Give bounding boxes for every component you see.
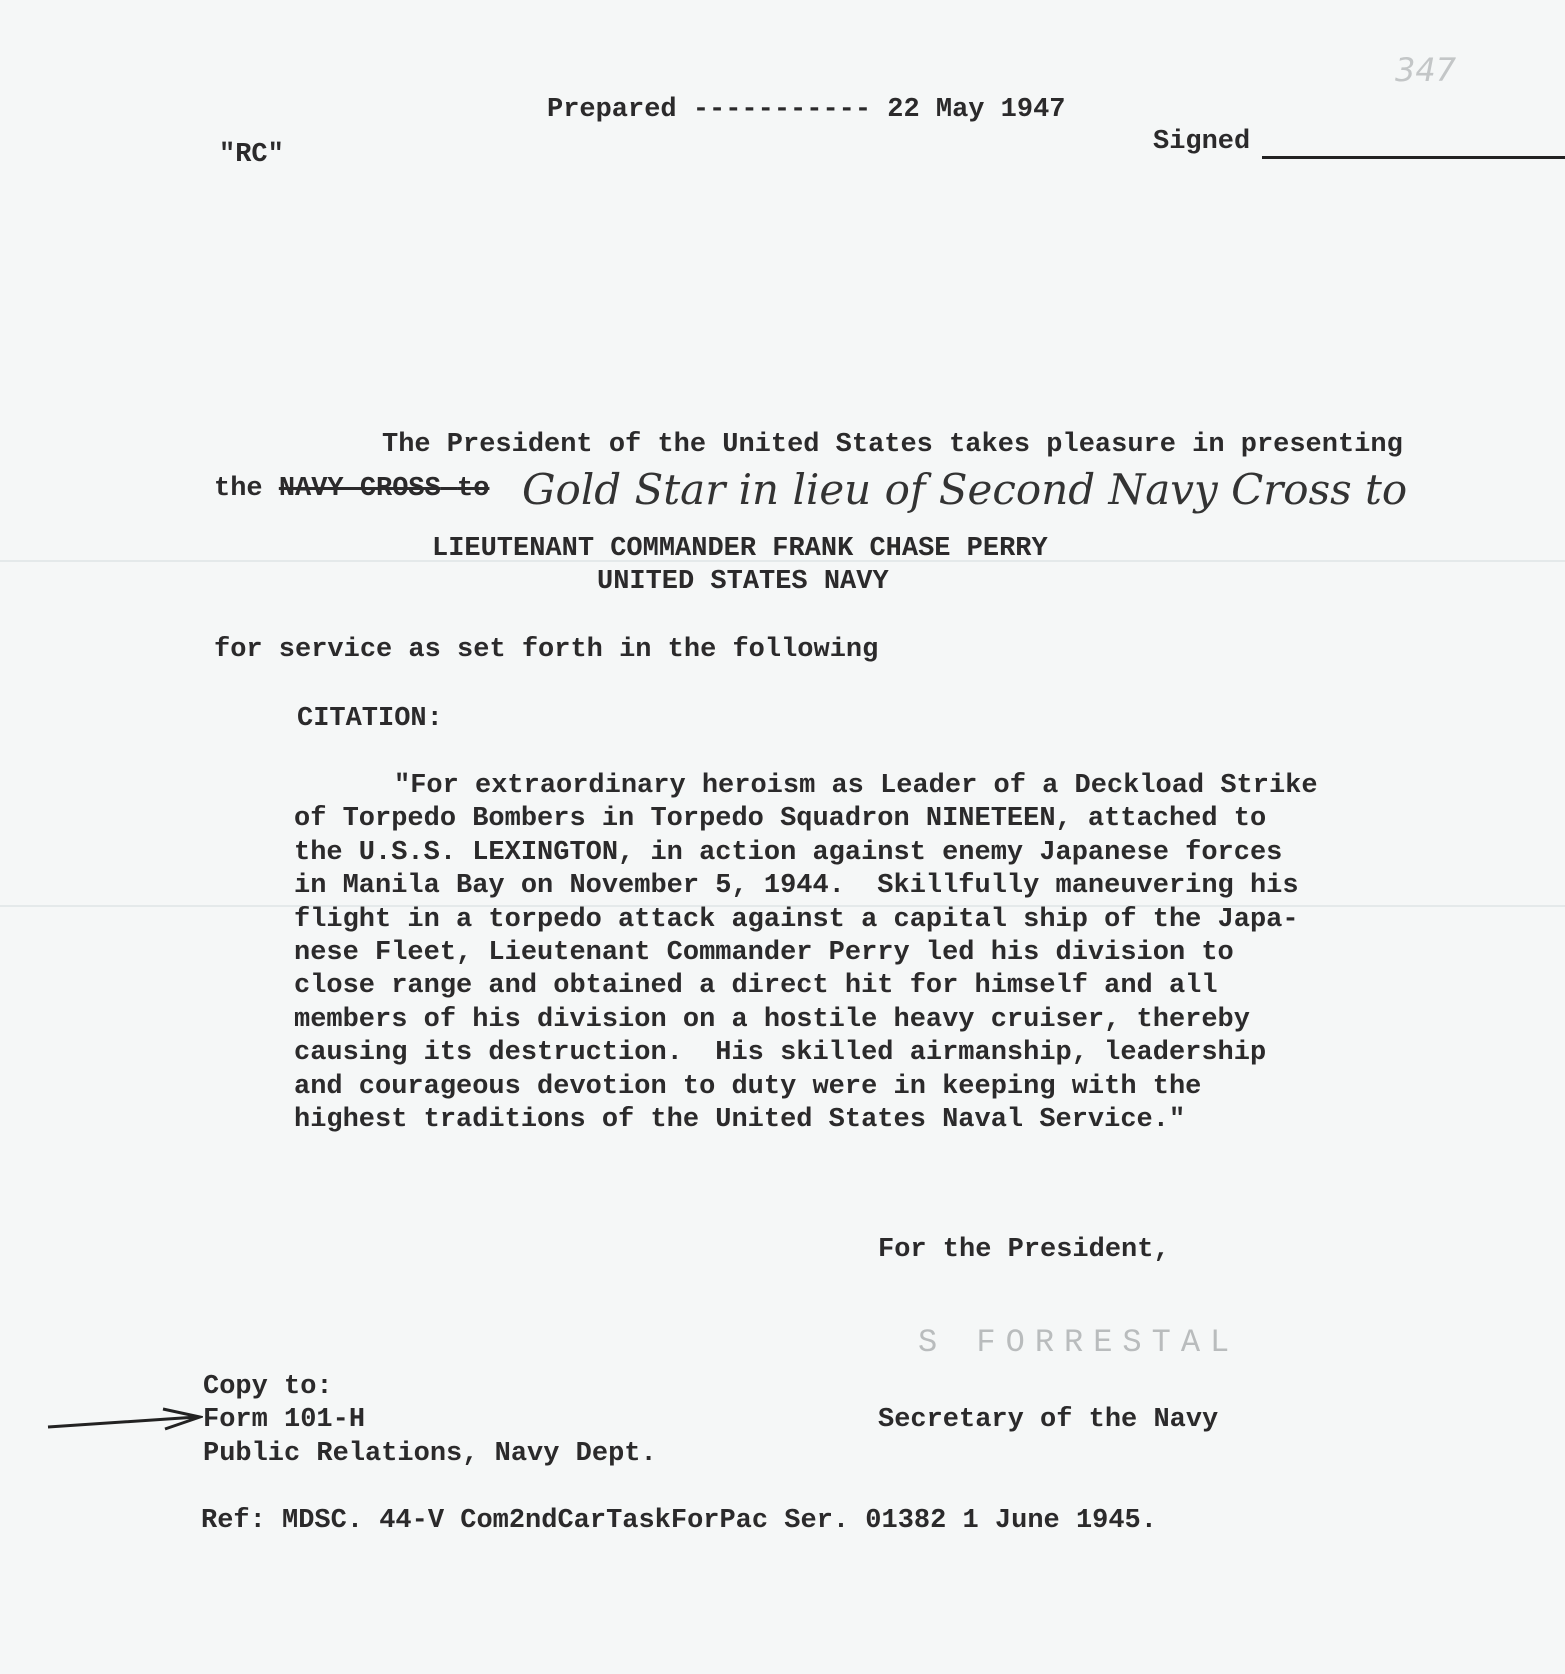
copy-to-item: Form 101-H bbox=[203, 1405, 366, 1435]
citation-line: highest traditions of the United States Naval Service." bbox=[294, 1105, 1186, 1136]
signature-line bbox=[1262, 156, 1565, 159]
for-the-president: For the President, bbox=[878, 1235, 1170, 1265]
citation-line: and courageous devotion to duty were in keeping with the bbox=[294, 1071, 1202, 1102]
citation-line: flight in a torpedo attack against a capital ship of the Japa- bbox=[294, 904, 1299, 935]
citation-line: the U.S.S. LEXINGTON, in action against enemy Japanese forces bbox=[294, 837, 1283, 868]
presentation-to: to bbox=[457, 474, 490, 504]
recipient-name: LIEUTENANT COMMANDER FRANK CHASE PERRY bbox=[432, 534, 1048, 564]
prepared-dashes: ----------- bbox=[692, 95, 872, 125]
struck-award-text: NAVY CROSS bbox=[278, 474, 441, 504]
citation-line: causing its destruction. His skilled airmanship, leadership bbox=[294, 1038, 1267, 1069]
handwritten-insert: Gold Star in lieu of Second Navy Cross to bbox=[522, 465, 1408, 514]
service-line: for service as set forth in the following bbox=[214, 635, 879, 665]
citation-line: nese Fleet, Lieutenant Commander Perry led his division to bbox=[294, 938, 1234, 969]
document-code: "RC" bbox=[219, 140, 284, 170]
secretary-title: Secretary of the Navy bbox=[878, 1405, 1219, 1435]
handwritten-arrow-icon bbox=[45, 1405, 203, 1435]
copy-to-label: Copy to: bbox=[203, 1372, 333, 1402]
citation-heading: CITATION: bbox=[297, 704, 443, 734]
signed-label: Signed bbox=[1153, 127, 1251, 157]
citation-line: in Manila Bay on November 5, 1944. Skillfully maneuvering his bbox=[294, 871, 1299, 902]
copy-to-item: Public Relations, Navy Dept. bbox=[203, 1439, 657, 1469]
prepared-line bbox=[547, 95, 1066, 125]
recipient-service: UNITED STATES NAVY bbox=[597, 567, 889, 597]
presentation-prefix: the bbox=[214, 474, 263, 504]
citation-line: of Torpedo Bombers in Torpedo Squadron NINETEEN, attached to bbox=[294, 804, 1267, 835]
presentation-line-1: The President of the United States takes pleasure in presenting bbox=[382, 430, 1403, 460]
citation-line: members of his division on a hostile heavy cruiser, thereby bbox=[294, 1004, 1250, 1035]
reference-line: Ref: MDSC. 44-V Com2ndCarTaskForPac Ser. 01382 1 June 1945. bbox=[201, 1506, 1157, 1536]
prepared-label: Prepared bbox=[547, 95, 677, 125]
presentation-line-2 bbox=[214, 474, 489, 504]
prepared-date: 22 May 1947 bbox=[887, 95, 1066, 125]
citation-body bbox=[294, 770, 1318, 1137]
signature-stamp: S FORRESTAL bbox=[918, 1324, 1240, 1361]
citation-line: close range and obtained a direct hit for himself and all bbox=[294, 971, 1218, 1002]
pencil-file-mark: 347 bbox=[1395, 51, 1457, 89]
citation-line: "For extraordinary heroism as Leader of a Deckload Strike bbox=[394, 771, 1318, 801]
